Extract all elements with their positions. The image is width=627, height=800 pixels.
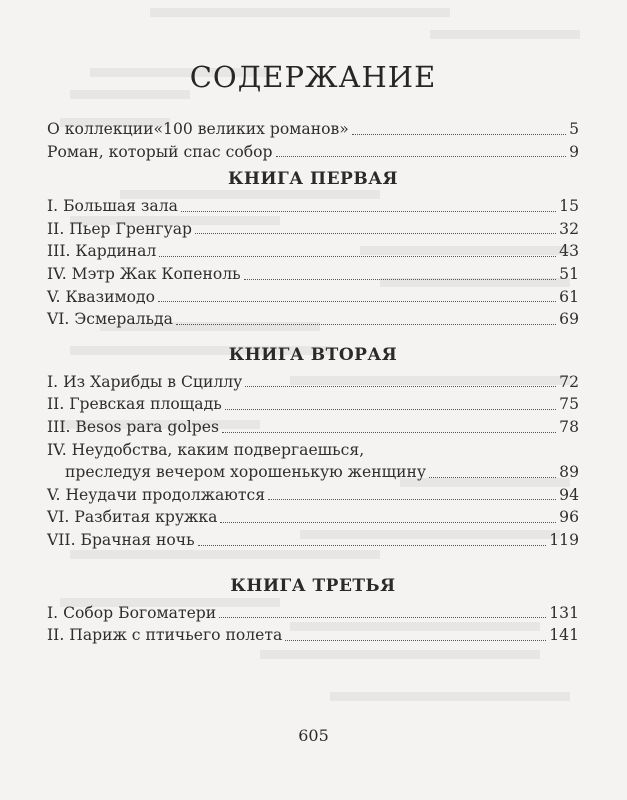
leader-dots [285, 640, 546, 641]
toc-entry-title: I. Большая зала [47, 197, 178, 216]
toc-entry-title-line-2-row [47, 461, 579, 484]
toc-entry-page: 43 [559, 242, 579, 261]
toc-entry-title: I. Собор Богоматери [47, 603, 217, 622]
toc-entry-page: 89 [559, 463, 579, 482]
toc-entry-page: 75 [559, 395, 579, 414]
toc-entry-title: V. Квазимодо [47, 287, 155, 306]
toc-entry [47, 263, 579, 286]
toc-entry-title: VI. Эсмеральда [47, 310, 173, 329]
toc-entry-page: 131 [549, 603, 579, 622]
toc-entry-page: 15 [559, 197, 579, 216]
toc-entry [47, 141, 579, 164]
leader-dots [219, 617, 546, 618]
toc-entry-page: 96 [559, 508, 579, 527]
toc-entry-page: 61 [559, 287, 579, 306]
toc-entry-page: 78 [559, 417, 579, 436]
leader-dots [244, 279, 557, 280]
toc-entry [47, 195, 579, 218]
section-heading-book-3: КНИГА ТРЕТЬЯ [230, 575, 396, 596]
toc-entry-page: 119 [549, 530, 579, 549]
toc-entry-title: II. Гревская площадь [47, 395, 222, 414]
toc-entry [47, 602, 579, 625]
toc-entry-page: 94 [559, 485, 579, 504]
toc-entry-page: 72 [559, 372, 579, 391]
leader-dots [429, 477, 556, 478]
leader-dots [276, 156, 567, 157]
page-number: 605 [298, 726, 329, 745]
toc-entry [47, 286, 579, 309]
toc-entry-title: Роман, который спас собор [47, 142, 273, 161]
leader-dots [176, 324, 556, 325]
toc-entry-title-line-2: преследуя вечером хорошенькую женщину [65, 463, 427, 482]
toc-entry-page: 51 [559, 264, 579, 283]
leader-dots [225, 409, 556, 410]
toc-entry-page: 141 [549, 626, 579, 645]
leader-dots [181, 211, 556, 212]
toc-entry [47, 118, 579, 141]
leader-dots [245, 386, 556, 387]
toc-entry [47, 506, 579, 529]
leader-dots [159, 256, 556, 257]
toc-entry [47, 416, 579, 439]
toc-entry [47, 529, 579, 552]
leader-dots [352, 134, 566, 135]
section-heading-book-2: КНИГА ВТОРАЯ [228, 344, 398, 365]
toc-entry [47, 371, 579, 394]
leader-dots [195, 233, 556, 234]
toc-entry-title: II. Париж с птичьего полета [47, 626, 283, 645]
toc-entry-title: I. Из Харибды в Сциллу [47, 372, 243, 391]
toc-entry-page: 32 [559, 219, 579, 238]
toc-entry-title: V. Неудачи продолжаются [47, 485, 266, 504]
toc-entry-title: VI. Разбитая кружка [47, 508, 218, 527]
leader-dots [220, 522, 556, 523]
page-title: СОДЕРЖАНИЕ [189, 60, 437, 94]
toc-entry [47, 308, 579, 331]
toc-entry-title: III. Кардинал [47, 242, 157, 261]
toc-entry-title: VII. Брачная ночь [47, 530, 195, 549]
toc-entry-title: II. Пьер Гренгуар [47, 219, 193, 238]
toc-entry-multiline [47, 439, 579, 484]
toc-entry [47, 484, 579, 507]
toc-entry [47, 240, 579, 263]
toc-entry [47, 393, 579, 416]
toc-entry-page: 5 [569, 120, 579, 138]
section-heading-book-1: КНИГА ПЕРВАЯ [227, 169, 399, 190]
leader-dots [222, 432, 556, 433]
table-of-contents [47, 60, 579, 647]
toc-entry [47, 218, 579, 241]
toc-entry-title: О коллекции«100 великих романов» [47, 120, 349, 138]
toc-entry-page: 69 [559, 310, 579, 329]
leader-dots [268, 499, 556, 500]
leader-dots [198, 545, 547, 546]
leader-dots [158, 301, 556, 302]
toc-entry-title: IV. Мэтр Жак Копеноль [47, 264, 241, 283]
toc-entry [47, 624, 579, 647]
toc-entry-title-line-1: IV. Неудобства, каким подвергаешься, [47, 440, 365, 459]
toc-entry-page: 9 [569, 142, 579, 161]
toc-entry-title: III. Besos para golpes [47, 417, 219, 436]
